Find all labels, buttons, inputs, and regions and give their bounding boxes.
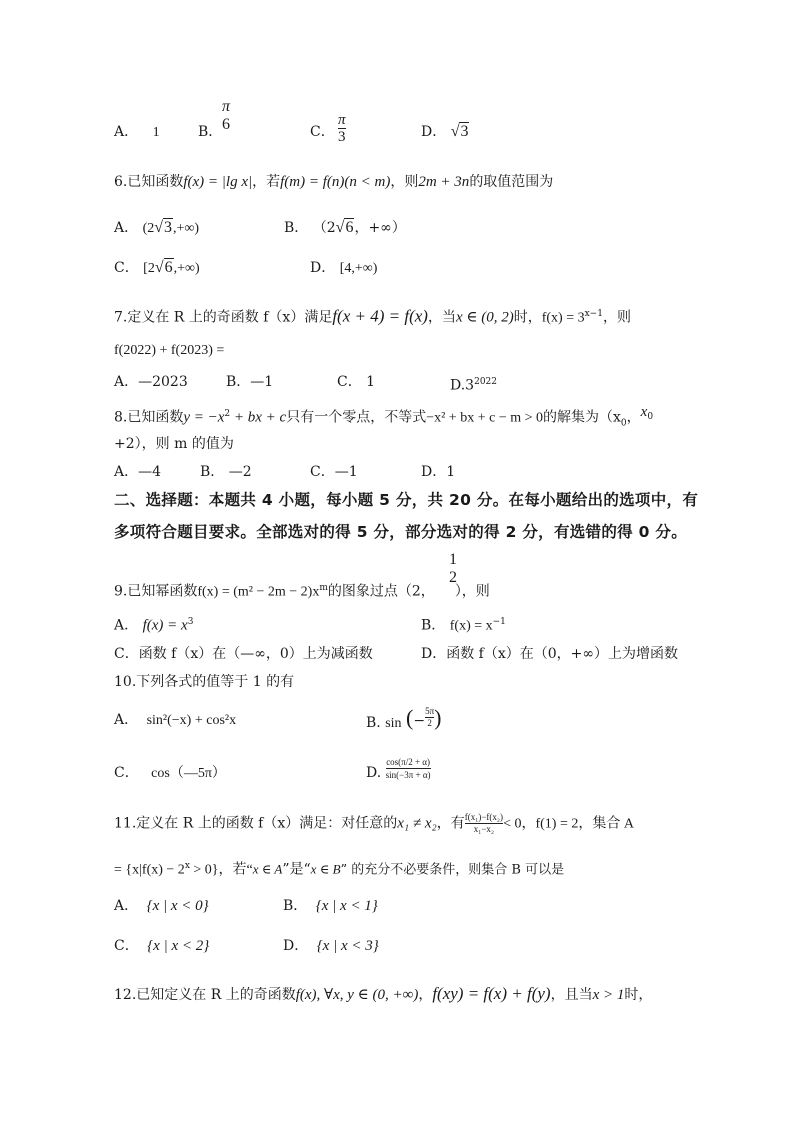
exponent: 3	[187, 617, 194, 627]
q11-option-a	[114, 896, 209, 916]
denominator: 3	[338, 129, 346, 145]
q8-option-b	[200, 462, 252, 482]
option-value: ，+∞）	[354, 220, 406, 236]
denominator: 6	[222, 116, 230, 133]
stem-text: 的图象过点（2，	[327, 583, 435, 600]
q5-option-c-fraction	[338, 112, 346, 145]
option-label: B．	[198, 124, 223, 140]
q6-option-d	[310, 258, 377, 279]
q9-option-c	[114, 644, 373, 664]
option-label: A．	[114, 220, 139, 236]
option-value: f(x) = x	[142, 617, 188, 634]
q6-option-c	[114, 258, 200, 279]
q6-stem	[114, 172, 553, 192]
option-value: 1	[152, 125, 160, 140]
q5-option-c	[310, 122, 335, 142]
option-label: B．	[284, 220, 309, 236]
exponent: x	[184, 861, 190, 871]
math-expr: −x² + bx + c − m > 0	[426, 410, 543, 426]
option-label: A．	[114, 124, 139, 140]
q9-option-a	[114, 612, 193, 636]
q7-option-b	[226, 372, 273, 392]
option-value: sin²(−x) + cos²x	[146, 713, 237, 728]
q8-option-c	[310, 462, 358, 482]
stem-text: 12.已知定义在 R 上的奇函数	[114, 987, 296, 1003]
option-text: D.3	[450, 377, 475, 394]
option-label: C．	[310, 124, 335, 140]
numerator: 5π	[425, 705, 435, 716]
q10-option-b	[366, 704, 441, 736]
denominator: 2	[425, 717, 434, 729]
sqrt-symbol: √6	[154, 259, 173, 276]
option-value: [2	[143, 261, 155, 276]
q7-option-c	[337, 372, 375, 392]
subscript: 0	[620, 418, 627, 429]
q5-option-b-fraction	[222, 98, 230, 134]
radicand: 3	[164, 219, 173, 236]
stem-text: 10.下列各式的值等于 1 的有	[114, 674, 295, 690]
q8-option-d	[421, 462, 455, 482]
q11-fraction	[465, 812, 503, 835]
option-text: C． 1	[337, 374, 376, 390]
math-expr: 2m + 3n	[418, 174, 470, 190]
minus-sign: −	[413, 713, 426, 729]
option-label: C．	[114, 260, 139, 276]
q5-option-d	[421, 122, 469, 142]
math-expr: f(xy) = f(x) + f(y)	[432, 984, 551, 1003]
math-expr: f(x), ∀x, y ∈ (0, +∞)	[295, 987, 419, 1003]
stem-text: ，当	[427, 309, 456, 326]
q12-stem	[114, 984, 652, 1005]
stem-text: ，	[418, 987, 433, 1003]
option-value: [4,+∞)	[339, 261, 378, 276]
q6-option-a	[114, 218, 199, 239]
denominator: 2	[449, 569, 457, 586]
option-value: sin	[385, 716, 402, 731]
stem-text: ，有	[436, 815, 465, 832]
numerator: cos(π/2 + α)	[386, 757, 431, 767]
exponent: x−1	[584, 309, 603, 319]
q10-option-d	[366, 756, 431, 781]
option-value: (2	[142, 221, 155, 236]
stem-text: ，	[626, 409, 641, 426]
option-text: C．—1	[310, 464, 358, 480]
math-expr: x ∈ B	[310, 861, 341, 877]
stem-text: 只有一个零点，不等式	[286, 409, 427, 426]
option-label: D．	[283, 938, 309, 954]
numerator: f(x₁)−f(x₂)	[464, 812, 504, 822]
math-expr: x ∈ (0, 2)	[455, 309, 514, 326]
option-text: B． —2	[200, 464, 252, 480]
stem-text: 11.定义在 R 上的函数 f（x）满足：对任意的	[114, 815, 398, 832]
stem-text: ），则	[454, 583, 490, 600]
q7-stem-line2	[114, 340, 224, 361]
option-label: B.	[366, 715, 381, 731]
q10-option-c	[114, 763, 226, 784]
section-heading-line1: 二、选择题：本题共 4 小题，每小题 5 分，共 20 分。在每小题给出的选项中，有	[114, 491, 699, 509]
q7-stem	[114, 304, 631, 329]
q8-stem-line2	[114, 434, 234, 454]
option-text: D．函数 f（x）在（0，+∞）上为增函数	[421, 646, 679, 662]
numerator: 1	[449, 551, 457, 568]
math-expr: = {x|f(x) − 2	[114, 862, 185, 878]
stem-text: ”是“	[282, 861, 311, 878]
stem-text: ” 的充分不必要条件，则集合 B 可以是	[340, 862, 565, 878]
q10-option-a	[114, 710, 236, 731]
q9-option-b	[421, 612, 506, 637]
option-label: D．	[421, 124, 447, 140]
q10-b-fraction	[425, 706, 434, 729]
math-expr: x > 1	[592, 987, 625, 1003]
paren-open: (	[406, 705, 414, 730]
paren-close: )	[434, 705, 442, 730]
option-text: C．函数 f（x）在（—∞，0）上为减函数	[114, 646, 373, 662]
stem-text: 时，	[624, 987, 653, 1003]
subscript: 0	[647, 412, 654, 423]
numerator: π	[222, 98, 231, 115]
stem-text: ，若	[252, 174, 281, 190]
q5-option-a	[114, 122, 160, 143]
radicand: 6	[345, 219, 354, 236]
option-label: D．	[310, 260, 336, 276]
q8-stem	[114, 404, 653, 433]
option-value: f(x) = x	[449, 618, 493, 634]
option-value: {x | x < 1}	[315, 898, 378, 914]
exponent: 2022	[474, 377, 497, 387]
denominator: sin(−3π + α)	[385, 770, 431, 780]
option-label: B．	[283, 898, 308, 914]
math-expr: y = −x	[183, 409, 225, 426]
q11-option-b	[283, 896, 378, 916]
exponent: m	[319, 583, 328, 593]
q6-option-b	[284, 218, 406, 238]
option-label: A．	[114, 712, 139, 728]
q11-stem	[114, 812, 634, 835]
stem-text: 的解集为（x	[543, 409, 621, 426]
radicand: 3	[460, 123, 469, 140]
math-expr: f(x + 4) = f(x)	[332, 306, 428, 326]
math-expr: f(x) = (m² − 2m − 2)x	[197, 584, 320, 600]
stem-text: ，则	[602, 309, 631, 326]
math-expr: f(x) = 3	[541, 310, 585, 326]
q8-option-a	[114, 462, 161, 482]
math-expr: x ∈ A	[252, 861, 283, 877]
option-value: {x | x < 3}	[316, 938, 379, 954]
q9-stem	[114, 578, 490, 603]
stem-text: +2），则 m 的值为	[114, 436, 234, 452]
sqrt-symbol: √3	[450, 123, 469, 140]
stem-text: 9.已知幂函数	[114, 583, 198, 600]
option-label: C．	[114, 938, 139, 954]
exponent: 2	[224, 409, 231, 419]
q9-fraction	[449, 551, 457, 587]
option-value: （2	[312, 220, 336, 236]
math-expr: x	[640, 403, 648, 420]
q11-option-c	[114, 936, 209, 956]
stem-text: > 0}，若“	[189, 862, 253, 878]
stem-text: 6.已知函数	[114, 174, 184, 190]
sqrt-symbol: √3	[154, 219, 173, 236]
q10-stem	[114, 672, 294, 692]
stem-text: 时，	[513, 309, 542, 326]
option-text: A．—4	[114, 464, 162, 480]
option-value: {x | x < 0}	[146, 898, 209, 914]
option-label: D.	[366, 764, 382, 781]
math-expr: f(x) = |lg x|	[183, 174, 253, 190]
stem-text: < 0，f(1) = 2，集合 A	[503, 816, 634, 832]
stem-text: 7.定义在 R 上的奇函数 f（x）满足	[114, 309, 333, 326]
option-text: B．—1	[226, 374, 274, 390]
option-text: D．1	[421, 464, 456, 480]
math-expr: f(m) = f(n)(n < m)	[280, 174, 391, 190]
q7-option-d	[450, 372, 497, 396]
numerator: π	[338, 112, 346, 128]
stem-text: ，则	[390, 174, 419, 190]
q11-stem-line2	[114, 856, 564, 881]
option-value: ,+∞)	[173, 221, 200, 236]
section-heading-line2: 多项符合题目要求。全部选对的得 5 分，部分选对的得 2 分，有选错的得 0 分。	[114, 523, 688, 541]
q11-option-d	[283, 936, 379, 956]
stem-text: 的取值范围为	[469, 174, 554, 190]
option-label: A．	[114, 898, 139, 914]
option-text: A．—2023	[114, 374, 188, 390]
option-label: C．	[114, 765, 139, 781]
option-value: {x | x < 2}	[147, 938, 210, 954]
option-label: A．	[114, 617, 139, 634]
math-expr: x₁ ≠ x₂	[397, 815, 437, 832]
option-value: ,+∞)	[173, 261, 200, 276]
q7-option-a	[114, 372, 188, 392]
radicand: 6	[164, 259, 173, 276]
option-value: cos（—5π）	[151, 766, 226, 781]
math-expr: + bx + c	[230, 409, 287, 426]
exponent: −1	[492, 617, 506, 627]
option-label: B．	[421, 617, 446, 634]
stem-text: 8.已知函数	[114, 409, 184, 426]
sqrt-symbol: √6	[335, 219, 354, 236]
math-expr: f(2022) + f(2023) =	[114, 343, 225, 358]
q9-option-d	[421, 644, 678, 664]
q5-option-b	[198, 122, 222, 142]
denominator: x₁−x₂	[465, 823, 503, 835]
stem-text: ，且当	[550, 987, 593, 1003]
q10-d-fraction	[386, 756, 431, 781]
